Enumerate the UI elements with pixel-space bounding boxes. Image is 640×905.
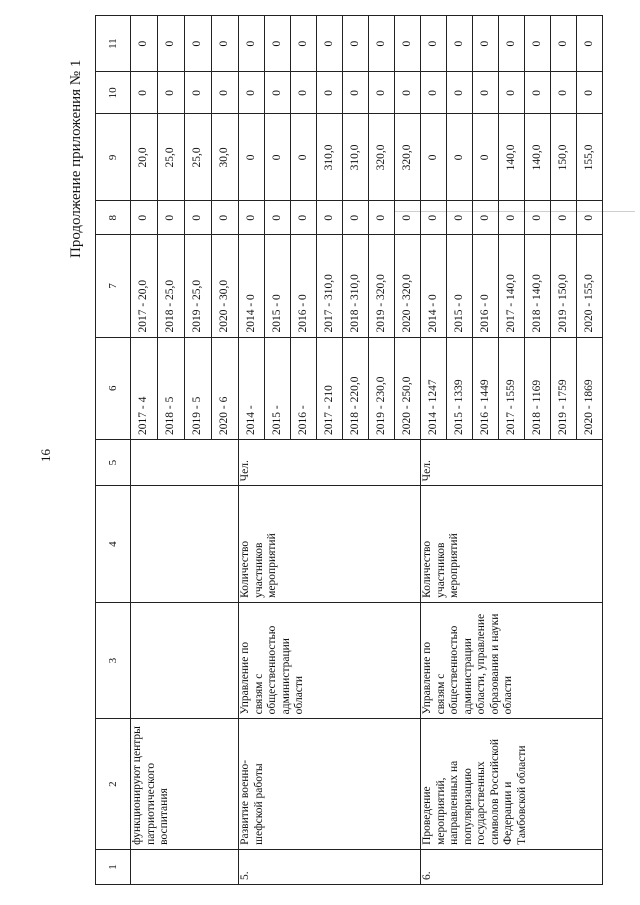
cell-c6: 2020 - 250,0 (395, 337, 421, 439)
cell-c9: 140,0 (525, 114, 551, 201)
column-number-cell: 1 (96, 849, 131, 884)
cell-c6: 2020 - 6 (212, 337, 239, 439)
program-table (95, 15, 603, 885)
item-unit: Чел. (421, 440, 603, 486)
column-number-cell: 10 (96, 72, 131, 114)
cell-c8: 0 (131, 201, 158, 235)
cell-c6: 2020 - 1869 (577, 337, 603, 439)
cell-c9: 150,0 (551, 114, 577, 201)
cell-c10: 0 (212, 72, 239, 114)
column-number-cell: 4 (96, 486, 131, 603)
cell-c9: 310,0 (317, 114, 343, 201)
cell-c9: 0 (473, 114, 499, 201)
cell-c9: 320,0 (369, 114, 395, 201)
cell-c6: 2014 - (239, 337, 265, 439)
cell-c6: 2016 - (291, 337, 317, 439)
cell-c6: 2015 - 1339 (447, 337, 473, 439)
page-heading: Продолжение приложения № 1 (68, 59, 84, 258)
cell-c9: 20,0 (131, 114, 158, 201)
table-row (131, 16, 158, 885)
cell-c9: 25,0 (185, 114, 212, 201)
cell-c8: 0 (551, 201, 577, 235)
cell-c7: 2019 - 150,0 (551, 235, 577, 337)
cell-c7: 2020 - 320,0 (395, 235, 421, 337)
cell-c11: 0 (131, 16, 158, 72)
cell-c8: 0 (212, 201, 239, 235)
cell-c9: 0 (421, 114, 447, 201)
cell-c6: 2016 - 1449 (473, 337, 499, 439)
item-number: 5. (239, 849, 421, 884)
cell-c11: 0 (421, 16, 447, 72)
item-name: функционируют центры патриотического воспитания (131, 719, 239, 850)
cell-c6: 2019 - 230,0 (369, 337, 395, 439)
item-executor (131, 602, 239, 719)
cell-c8: 0 (291, 201, 317, 235)
cell-c10: 0 (395, 72, 421, 114)
item-executor: Управление по связям с общественностью администрации области (239, 602, 421, 719)
column-number-cell: 5 (96, 440, 131, 486)
column-number-cell: 3 (96, 602, 131, 719)
item-unit: Чел. (239, 440, 421, 486)
cell-c10: 0 (473, 72, 499, 114)
item-number (131, 849, 239, 884)
cell-c7: 2015 - 0 (447, 235, 473, 337)
cell-c8: 0 (369, 201, 395, 235)
column-number-cell: 11 (96, 16, 131, 72)
cell-c11: 0 (343, 16, 369, 72)
cell-c7: 2019 - 25,0 (185, 235, 212, 337)
cell-c9: 155,0 (577, 114, 603, 201)
cell-c11: 0 (158, 16, 185, 72)
cell-c7: 2018 - 310,0 (343, 235, 369, 337)
cell-c9: 30,0 (212, 114, 239, 201)
cell-c11: 0 (447, 16, 473, 72)
cell-c7: 2020 - 155,0 (577, 235, 603, 337)
cell-c6: 2018 - 5 (158, 337, 185, 439)
cell-c8: 0 (395, 201, 421, 235)
table-row (239, 16, 265, 885)
item-indicator: Количество участников мероприятий (239, 486, 421, 603)
cell-c6: 2014 - 1247 (421, 337, 447, 439)
column-number-row (96, 16, 131, 885)
cell-c10: 0 (265, 72, 291, 114)
cell-c11: 0 (265, 16, 291, 72)
cell-c8: 0 (473, 201, 499, 235)
cell-c8: 0 (239, 201, 265, 235)
cell-c6: 2017 - 1559 (499, 337, 525, 439)
cell-c10: 0 (525, 72, 551, 114)
cell-c8: 0 (343, 201, 369, 235)
cell-c6: 2019 - 1759 (551, 337, 577, 439)
page-number: 16 (38, 449, 53, 462)
cell-c7: 2019 - 320,0 (369, 235, 395, 337)
item-name: Развитие военно-шефской работы (239, 719, 421, 850)
cell-c7: 2018 - 25,0 (158, 235, 185, 337)
cell-c9: 0 (239, 114, 265, 201)
cell-c11: 0 (499, 16, 525, 72)
cell-c7: 2017 - 140,0 (499, 235, 525, 337)
program-table-body (131, 16, 603, 885)
cell-c10: 0 (447, 72, 473, 114)
cell-c8: 0 (525, 201, 551, 235)
cell-c9: 310,0 (343, 114, 369, 201)
item-name: Проведение мероприятий, направленных на популяризацию государственных символов Российской Федерации и Тамбовской области (421, 719, 603, 850)
cell-c7: 2016 - 0 (291, 235, 317, 337)
cell-c8: 0 (421, 201, 447, 235)
cell-c10: 0 (185, 72, 212, 114)
cell-c7: 2015 - 0 (265, 235, 291, 337)
cell-c11: 0 (551, 16, 577, 72)
cell-c10: 0 (577, 72, 603, 114)
column-number-cell: 8 (96, 201, 131, 235)
cell-c6: 2017 - 4 (131, 337, 158, 439)
cell-c10: 0 (158, 72, 185, 114)
column-number-cell: 2 (96, 719, 131, 850)
cell-c7: 2017 - 310,0 (317, 235, 343, 337)
cell-c8: 0 (499, 201, 525, 235)
cell-c11: 0 (212, 16, 239, 72)
cell-c9: 0 (447, 114, 473, 201)
cell-c11: 0 (239, 16, 265, 72)
cell-c10: 0 (421, 72, 447, 114)
cell-c6: 2019 - 5 (185, 337, 212, 439)
cell-c11: 0 (395, 16, 421, 72)
cell-c7: 2014 - 0 (239, 235, 265, 337)
cell-c10: 0 (131, 72, 158, 114)
cell-c11: 0 (525, 16, 551, 72)
cell-c7: 2014 - 0 (421, 235, 447, 337)
cell-c10: 0 (499, 72, 525, 114)
column-number-cell: 9 (96, 114, 131, 201)
cell-c11: 0 (185, 16, 212, 72)
cell-c11: 0 (473, 16, 499, 72)
cell-c6: 2018 - 1169 (525, 337, 551, 439)
table-row (421, 16, 447, 885)
cell-c8: 0 (158, 201, 185, 235)
cell-c9: 140,0 (499, 114, 525, 201)
cell-c10: 0 (239, 72, 265, 114)
cell-c7: 2020 - 30,0 (212, 235, 239, 337)
item-number: 6. (421, 849, 603, 884)
cell-c11: 0 (369, 16, 395, 72)
cell-c7: 2017 - 20,0 (131, 235, 158, 337)
cell-c9: 0 (265, 114, 291, 201)
cell-c8: 0 (185, 201, 212, 235)
cell-c8: 0 (577, 201, 603, 235)
cell-c11: 0 (291, 16, 317, 72)
cell-c7: 2016 - 0 (473, 235, 499, 337)
cell-c10: 0 (551, 72, 577, 114)
item-executor: Управление по связям с общественностью администрации области, управление образования и науки области (421, 602, 603, 719)
column-number-cell: 7 (96, 235, 131, 337)
item-indicator (131, 486, 239, 603)
cell-c7: 2018 - 140,0 (525, 235, 551, 337)
cell-c9: 25,0 (158, 114, 185, 201)
cell-c6: 2015 - (265, 337, 291, 439)
item-unit (131, 440, 239, 486)
cell-c9: 0 (291, 114, 317, 201)
cell-c9: 320,0 (395, 114, 421, 201)
program-table-wrapper (95, 15, 595, 885)
cell-c11: 0 (317, 16, 343, 72)
cell-c8: 0 (265, 201, 291, 235)
item-indicator: Количество участников мероприятий (421, 486, 603, 603)
cell-c10: 0 (291, 72, 317, 114)
column-number-cell: 6 (96, 337, 131, 439)
cell-c10: 0 (317, 72, 343, 114)
cell-c10: 0 (343, 72, 369, 114)
cell-c6: 2017 - 210 (317, 337, 343, 439)
cell-c11: 0 (577, 16, 603, 72)
cell-c8: 0 (447, 201, 473, 235)
cell-c6: 2018 - 220,0 (343, 337, 369, 439)
cell-c10: 0 (369, 72, 395, 114)
cell-c8: 0 (317, 201, 343, 235)
